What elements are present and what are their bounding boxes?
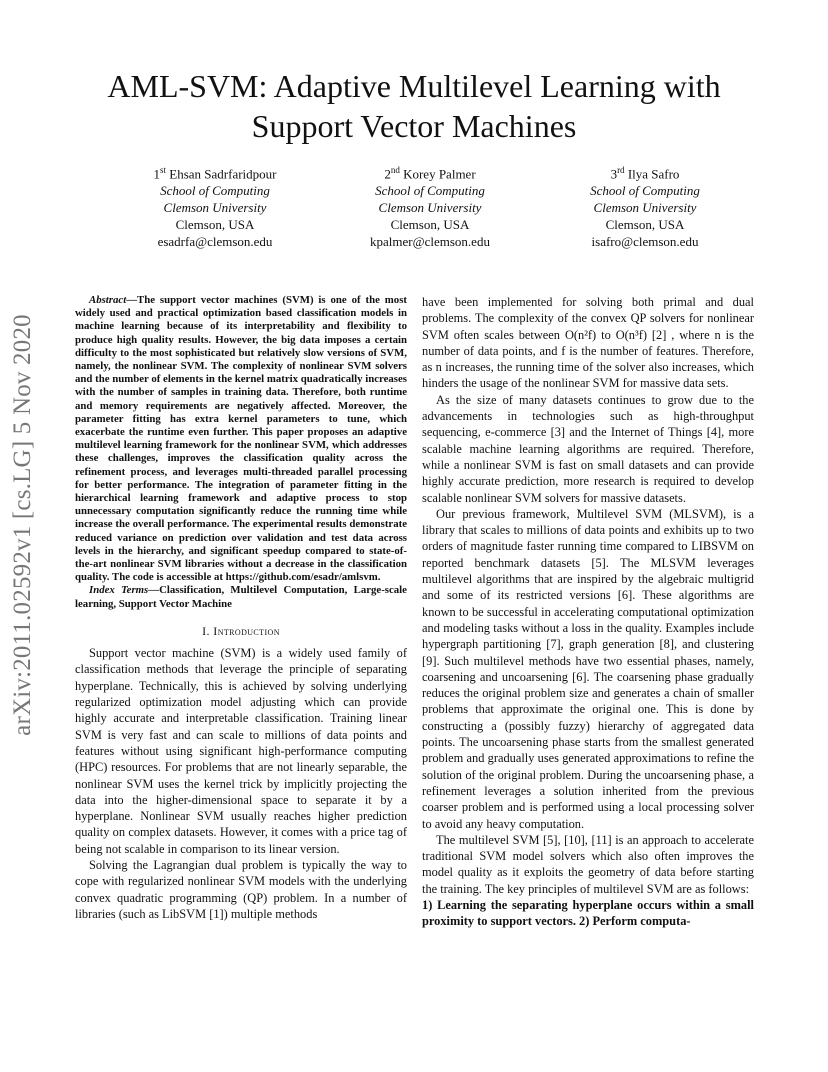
paper-title <box>70 66 758 146</box>
paper-title-line-2: Support Vector Machines <box>251 108 577 144</box>
author-name: 3rd Ilya Safro <box>610 165 680 182</box>
body-paragraph: Support vector machine (SVM) is a widely used family of classification methods that leverage the principle of separating hyperplane. Technically, this is achieved by solving underlying regularized optimization model adjusting which can provide highly accurate and interpretable classification. Training linear SVM is very fast and can scale to millions of data points and features without using significant high-performance computing (HPC) resources. For problems that are not linearly separable, the nonlinear SVM uses the kernel trick by implicitly projecting the data into the higher-dimensional space to separate it by a hyperplane. Nonlinear SVM usually reaches higher prediction quality on complex datasets. However, it comes with a price tag of being not scalable in comparison to its linear version. <box>75 646 407 856</box>
left-column <box>75 294 407 922</box>
arxiv-identifier <box>6 290 40 760</box>
index-terms-text: —Classification, Multilevel Computation, Large-scale learning, Support Vector Machine <box>75 584 407 610</box>
author-1 <box>110 162 320 250</box>
body-paragraph: The multilevel SVM [5], [10], [11] is an approach to accelerate traditional SVM model solvers which also often improves the model quality as it exploits the geometry of data before starting the training. The key principles of multilevel SVM are as follows: <box>422 832 754 896</box>
key-principles-bold-text: 1) Learning the separating hyperplane occurs within a small proximity to support vectors. 2) Perform computa- <box>422 897 754 929</box>
author-block <box>110 162 750 250</box>
abstract-label: Abstract <box>89 294 127 306</box>
index-terms-label: Index Terms <box>89 584 149 597</box>
author-name: 1st Ehsan Sadrfaridpour <box>153 165 277 182</box>
author-location: Clemson, USA <box>605 217 685 233</box>
body-paragraph: Solving the Lagrangian dual problem is typically the way to cope with regularized nonlinear SVM models with the underlying convex quadratic programming (QP) problem. In a number of libraries (such as LibSVM [1]) multiple methods <box>75 858 407 921</box>
section-heading-introduction: I. Introduction <box>202 623 280 638</box>
author-email: esadrfa@clemson.edu <box>157 234 273 250</box>
body-paragraph: have been implemented for solving both primal and dual problems. The complexity of the convex QP solvers for nonlinear SVM often scales between O(n²f) to O(n³f) [2] , where n is the number of data points, and f is the number of features. Therefore, as n increases, the running time of the solver also increases, which hinders the usage of the nonlinear SVM for massive data sets. <box>422 295 754 391</box>
author-email: kpalmer@clemson.edu <box>370 234 490 250</box>
abstract-text: —The support vector machines (SVM) is one of the most widely used and practical optimization based classification models in machine learning because of its interpretability and flexibility to produce high quality results. However, the big data imposes a certain difficulty to the most sophisticated but relatively slow versions of SVM, namely, the nonlinear SVM. The complexity of nonlinear SVM solvers and the number of elements in the kernel matrix quadratically increases with the number of samples in training data. Therefore, both runtime and memory requirements are negatively affected. Moreover, the parameter fitting has extra kernel parameters to tune, which exacerbate the runtime even further. This paper proposes an adaptive multilevel learning framework for the nonlinear SVM, which addresses these challenges, improves the classification quality across the refinement process, and leverages multi-threaded parallel processing for better performance. The integration of parameter fitting in the hierarchical learning framework and adaptive process to stop unnecessary computation significantly reduce the running time while increase the overall performance. The experimental results demonstrate reduced variance on prediction over validation and test data across levels in the hierarchy, and significant speedup compared to state-of-the-art nonlinear SVM libraries without a decrease in the classification quality. The code is accessible at https://github.com/esadr/amlsvm. <box>75 294 407 584</box>
abstract <box>75 294 407 584</box>
author-university: Clemson University <box>593 200 697 216</box>
author-department: School of Computing <box>160 183 270 199</box>
author-email: isafro@clemson.edu <box>591 234 699 250</box>
author-3 <box>540 162 750 250</box>
body-paragraph: Our previous framework, Multilevel SVM (MLSVM), is a library that scales to millions of data points and exhibits up to two orders of magnitude faster running time compared to LIBSVM on reported benchmark datasets [5]. The MLSVM leverages multilevel algorithms that are inspired by the algebraic multigrid and some of its restricted versions [6]. These algorithms are known to be successful in accelerating computational optimization and modeling tasks without a loss in the quality. Examples include hypergraph partitioning [7], graph generation [8], and clustering [9]. Such multilevel methods have two essential phases, namely, coarsening and uncoarsening [6]. The coarsening phase gradually reduces the original problem size and generates a chain of smaller problems that approximate the original one. This is done by constructing a (possibly fuzzy) hierarchy of aggregated data points. The uncoarsening phase starts from the smallest generated problem and gradually uses generated approximations to refine the solution of the original problem. During the uncoarsening phase, a refinement leverages a solution inherited from the previous coarser problem and is performed using a local processing solver to avoid any heavy computation. <box>422 506 754 831</box>
author-2 <box>325 162 535 250</box>
author-university: Clemson University <box>378 200 482 216</box>
author-name: 2nd Korey Palmer <box>384 165 476 182</box>
author-department: School of Computing <box>590 183 700 199</box>
body-paragraph: As the size of many datasets continues to grow due to the advancements in technologies such as high-throughput sequencing, e-commerce [3] and the Internet of Things [4], more scalable machine learning algorithms are required. Therefore, while a nonlinear SVM is fast on small datasets and can provide highly accurate prediction, more research is required to develop scalable nonlinear SVM solvers for massive datasets. <box>422 392 754 505</box>
author-location: Clemson, USA <box>390 217 470 233</box>
paper-title-line-1: AML-SVM: Adaptive Multilevel Learning with <box>107 68 721 104</box>
index-terms <box>75 584 407 610</box>
author-department: School of Computing <box>375 183 485 199</box>
arxiv-identifier-text: arXiv:2011.02592v1 [cs.LG] 5 Nov 2020 <box>9 314 36 736</box>
right-column <box>422 294 754 930</box>
author-university: Clemson University <box>163 200 267 216</box>
author-location: Clemson, USA <box>175 217 255 233</box>
